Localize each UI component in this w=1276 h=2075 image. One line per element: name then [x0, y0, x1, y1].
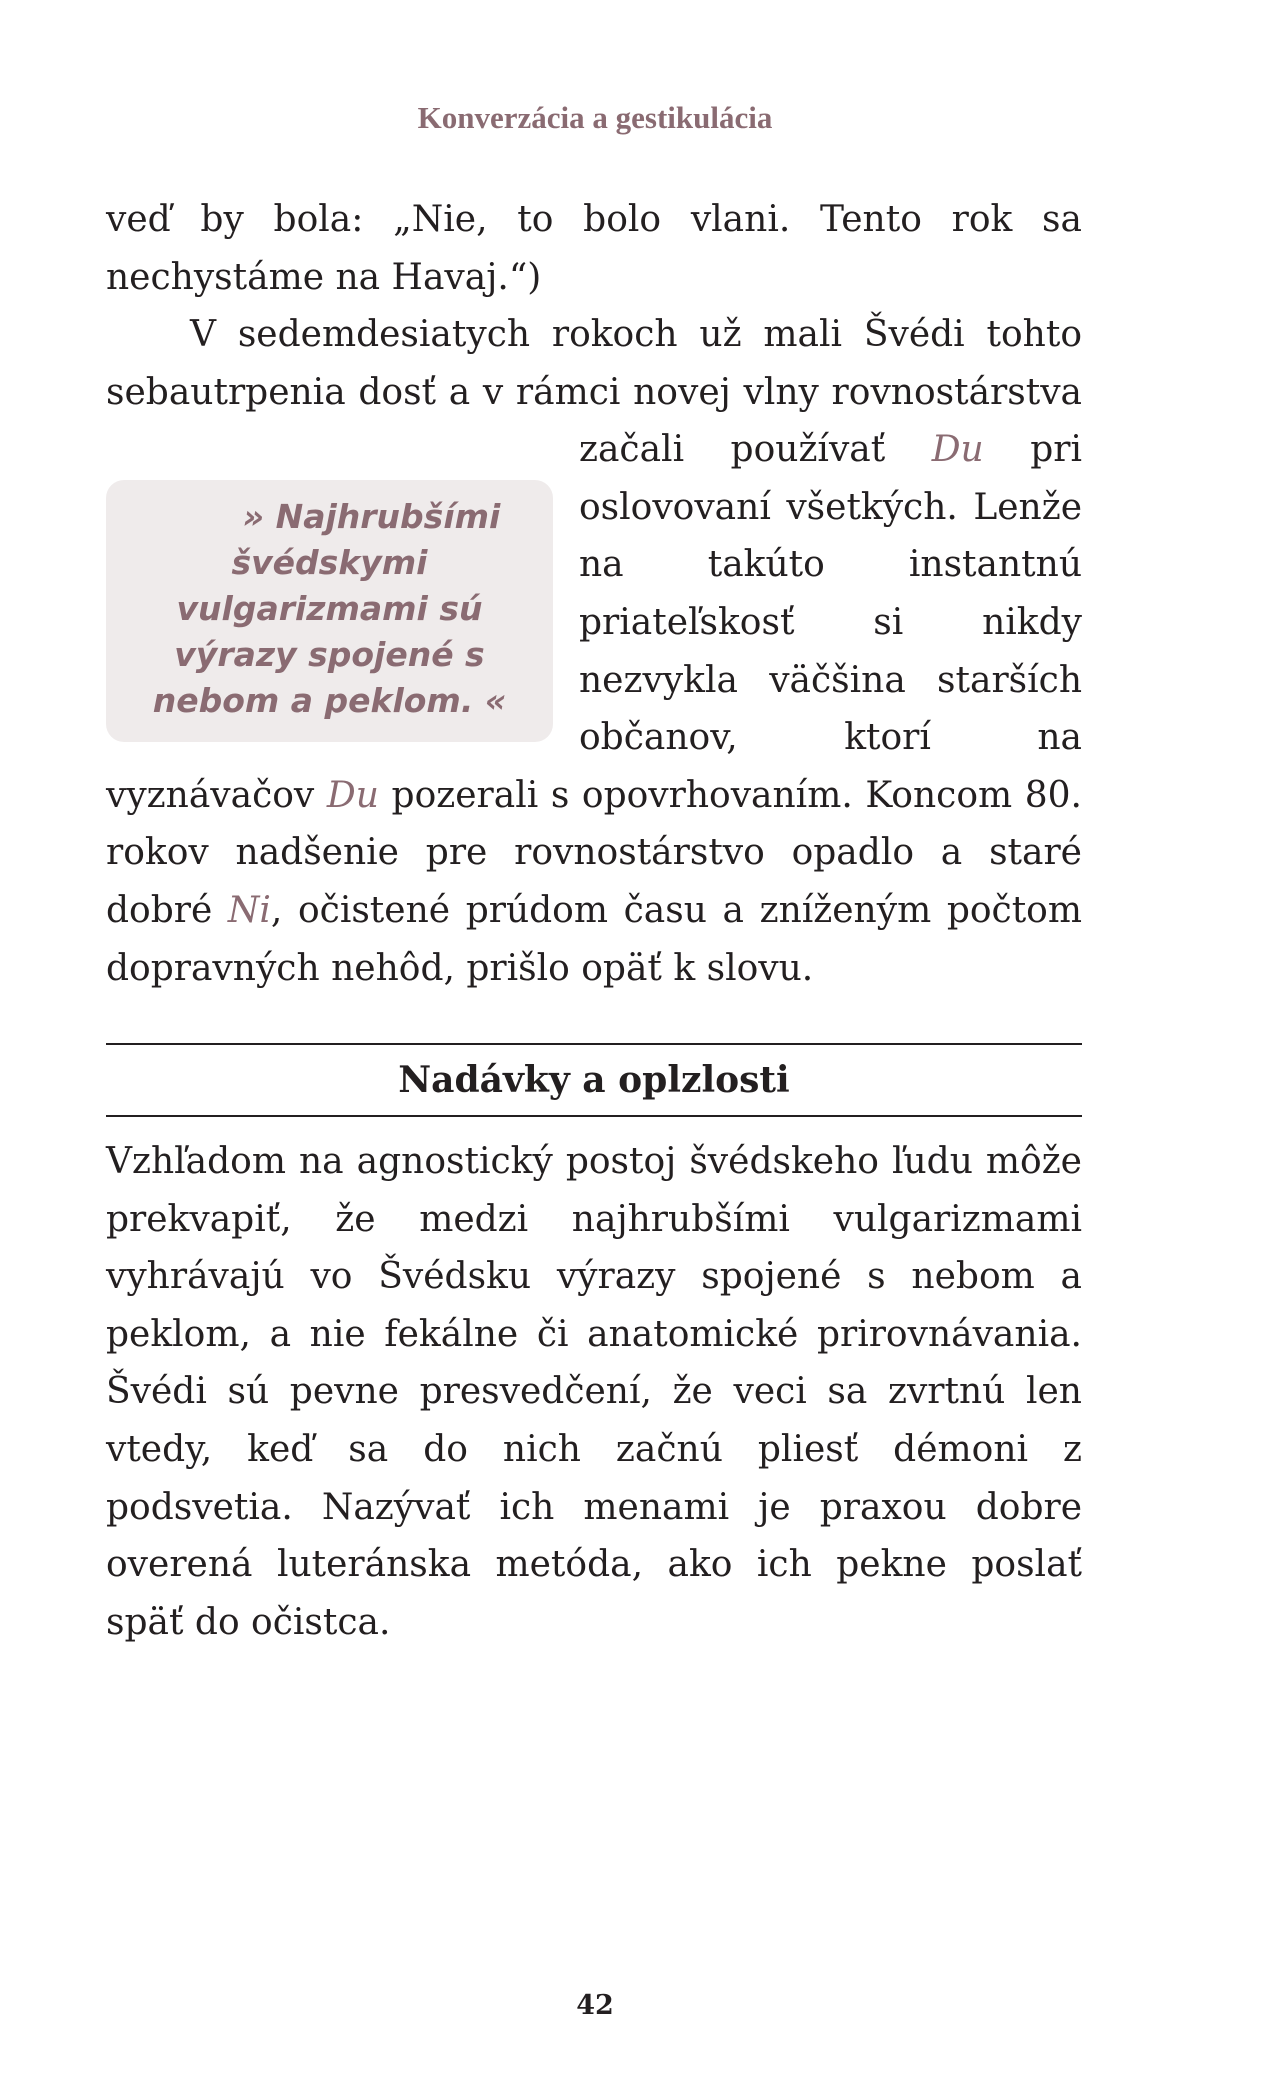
pull-quote: » Najhrubšími švédskymi vulgarizmami sú výrazy spojené s nebom a peklom. «: [106, 480, 553, 742]
paragraph-text-part: V sedemdesiatych rokoch už mali Švédi tohto sebautrpenia dosť a v rámci novej vlny rovnostárstva začali používať: [106, 314, 1082, 471]
running-head: Konverzácia a gestikulácia: [417, 100, 773, 135]
paragraph-continuation: [106, 191, 1082, 306]
section-rule-top: [106, 1043, 1082, 1045]
page-number: 42: [576, 1990, 614, 2021]
section-title: Nadávky a oplzlosti: [398, 1059, 790, 1101]
paragraph-vulgarisms: [106, 1133, 1082, 1651]
term-du: Du: [931, 429, 984, 471]
paragraph-swedes-du: [106, 306, 1082, 997]
paragraph-text-part: pozerali s opovrhovaním. Koncom 80. rokov nadšenie pre rovnostárstvo opadlo a staré dobré: [106, 774, 1082, 931]
paragraph-text: Vzhľadom na agnostický postoj švédskeho ľudu môže prekvapiť, že medzi najhrubšími vulgarizmami vyhrávajú vo Švédsku výrazy spojené s nebom a peklom, a nie fekálne či anatomické prirovnávania. Švédi sú pevne presvedčení, že veci sa zvrtnú len vtedy, keď sa do nich začnú pliesť démoni z podsvetia. Nazývať ich menami je praxou dobre overená luteránska metóda, ako ich pekne poslať späť do očistca.: [106, 1141, 1082, 1643]
paragraph-text-part: pri oslovovaní všetkých. Lenže na takúto instantnú priateľskosť si nikdy nezvykla väčšina starších občanov, ktorí na vyznávačov: [106, 429, 1082, 816]
term-du: Du: [326, 774, 379, 816]
section-rule-bottom: [106, 1115, 1082, 1117]
term-ni: Ni: [227, 889, 271, 931]
paragraph-text-part: , očistené prúdom času a zníženým počtom dopravných nehôd, prišlo opäť k slovu.: [106, 889, 1082, 989]
paragraph-text: veď by bola: „Nie, to bolo vlani. Tento rok sa nechystáme na Havaj.“): [106, 199, 1082, 298]
